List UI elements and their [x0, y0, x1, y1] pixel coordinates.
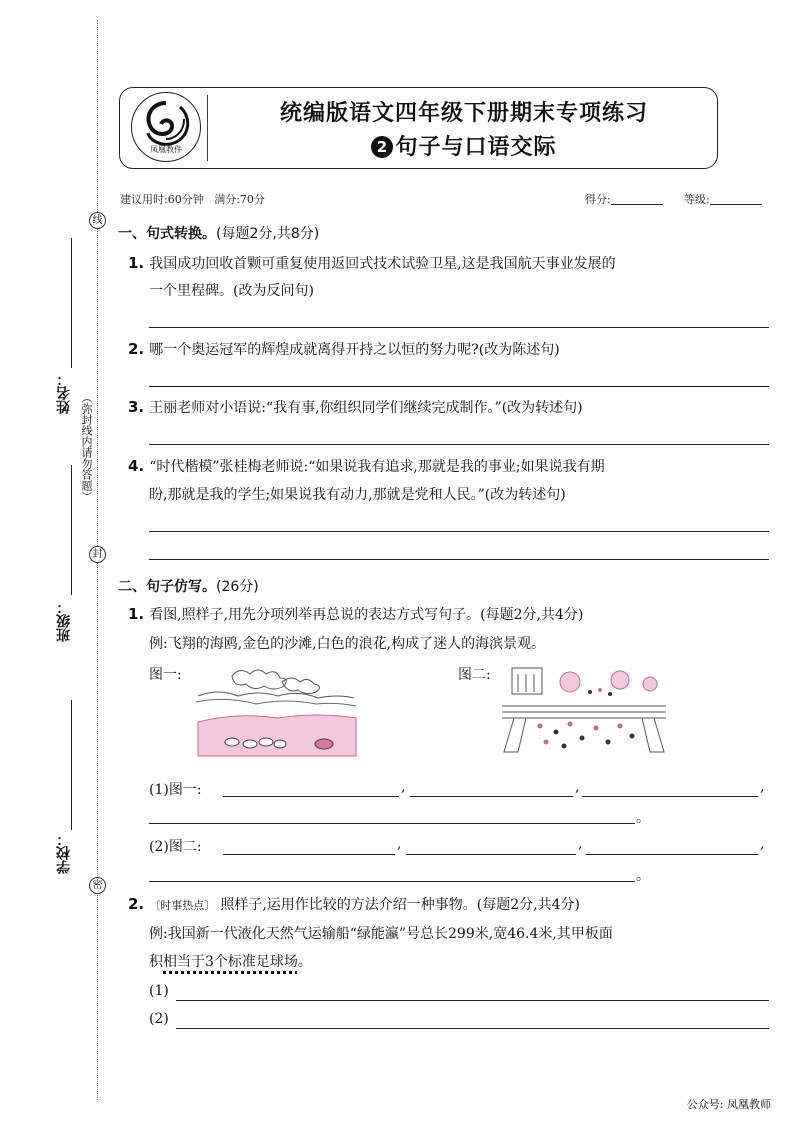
s2-q2-example-b3: 。 [297, 954, 312, 970]
s2-q2-b2-label: (2) [149, 1011, 169, 1027]
s1-q2 [128, 339, 560, 359]
s1-q4-number: 4. [128, 457, 145, 475]
s1-q1-number: 1. [128, 254, 145, 272]
seal-mark-top: 线 [89, 212, 106, 229]
s1-q4-line2: 盼,那就是我的学生;如果说我有动力,那就是党和人民。”(改为转述句) [149, 487, 566, 503]
s1-q3-answer-line[interactable] [149, 444, 769, 445]
s2-q1-a2-blank-4[interactable] [149, 881, 635, 882]
s2-q2-b1-answer-line[interactable] [176, 1000, 769, 1001]
s2-q2-number: 2. [128, 895, 145, 913]
page-title: 统编版语文四年级下册期末专项练习 [279, 101, 648, 126]
s1-q4-line1: “时代楷模”张桂梅老师说:“如果说我有追求,那就是我的事业;如果说我有期 [149, 459, 605, 475]
class-field-line[interactable] [71, 465, 72, 595]
comma: , [578, 836, 583, 852]
figure1-grassland-image [192, 662, 360, 760]
s2-q1-a2-label: (2)图二: [149, 839, 202, 855]
s1-q4-answer-line-2[interactable] [149, 559, 769, 560]
section1-heading [118, 223, 319, 243]
s2-q1-example: 例:飞翔的海鸥,金色的沙滩,白色的浪花,构成了迷人的海滨景观。 [149, 636, 546, 652]
subtitle-text: 句子与口语交际 [395, 135, 557, 160]
s2-q2-b1-label: (1) [149, 983, 169, 999]
section2-title: 二、句子仿写。 [118, 579, 216, 595]
s2-q1-a1-blank-1[interactable] [223, 796, 399, 797]
figure2-sports-field-image [500, 662, 668, 760]
s2-q2-example-b1: 积 [149, 954, 163, 970]
period: 。 [636, 810, 650, 826]
s1-q3-number: 3. [128, 398, 145, 416]
full-score: 满分:70分 [214, 193, 265, 206]
s1-q3 [128, 397, 583, 417]
comma: , [401, 779, 406, 795]
comma: , [575, 779, 580, 795]
s1-q1-line2: 一个里程碑。(改为反问句) [149, 283, 314, 299]
s1-q2-text: 哪一个奥运冠军的辉煌成就离得开持之以恒的努力呢?(改为陈述句) [149, 342, 560, 358]
s2-q1-a1-blank-4[interactable] [149, 823, 635, 824]
grade-input[interactable] [710, 204, 762, 205]
grade-field [684, 191, 762, 207]
seal-mark-mid: 封 [89, 546, 106, 563]
page-subtitle [212, 130, 716, 161]
s2-q1-a1-blank-3[interactable] [582, 796, 758, 797]
s2-q2-b2-answer-line[interactable] [176, 1028, 769, 1029]
s2-q2-example-line1: 例:我国新一代液化天然气运输船“绿能瀛”号总长299米,宽46.4米,其甲板面 [149, 926, 613, 942]
school-field-line[interactable] [71, 700, 72, 830]
s2-q1-a2-blank-3[interactable] [586, 854, 758, 855]
s2-q2-example-emphasis: 相当于3个标准足球场 [163, 954, 298, 970]
score-field [585, 191, 663, 207]
s1-q2-answer-line[interactable] [149, 386, 769, 387]
s1-q1 [128, 253, 616, 273]
s2-q1-a1-label: (1)图一: [149, 782, 202, 798]
s2-q1-number: 1. [128, 605, 145, 623]
logo [131, 92, 201, 162]
s1-q4 [128, 456, 605, 476]
time-info [120, 191, 265, 207]
s2-q1-a2-blank-1[interactable] [223, 854, 395, 855]
name-label: 姓名： [56, 372, 72, 414]
s2-q1-text: 看图,照样子,用先分项列举再总说的表达方式写句子。(每题2分,共4分) [149, 607, 584, 623]
score-input[interactable] [611, 204, 663, 205]
section1-title: 一、句式转换。 [118, 226, 216, 242]
s1-q1-line1: 我国成功回收首颗可重复使用返回式技术试验卫星,这是我国航天事业发展的 [149, 256, 616, 272]
seal-mark-bottom: 密 [89, 877, 106, 894]
school-label: 学校： [56, 832, 72, 874]
header-divider [207, 95, 208, 161]
s2-q2-text: 照样子,运用作比较的方法介绍一种事物。(每题2分,共4分) [220, 897, 580, 913]
score-label: 得分: [585, 193, 611, 206]
logo-text: 凤凰教件 [150, 145, 182, 154]
period: 。 [636, 868, 650, 884]
grade-label: 等级: [684, 193, 710, 206]
class-label: 班级： [56, 600, 72, 642]
suggested-time: 建议用时:60分钟 [120, 193, 204, 206]
s1-q2-number: 2. [128, 340, 145, 358]
s2-q1 [128, 604, 583, 624]
name-field-line[interactable] [71, 238, 72, 368]
sealed-area-note: （弥封线内请勿答题） [80, 392, 93, 502]
s2-q2 [128, 894, 580, 914]
figure1-label: 图一: [149, 667, 182, 683]
section1-points: (每题2分,共8分) [216, 226, 320, 242]
comma: , [397, 836, 402, 852]
s2-q1-a1-blank-2[interactable] [410, 796, 573, 797]
s2-q2-example-line2 [149, 951, 312, 971]
s1-q3-text: 王丽老师对小语说:“我有事,你组织同学们继续完成制作。”(改为转述句) [149, 400, 583, 416]
comma: , [760, 836, 765, 852]
section2-points: (26分) [216, 579, 259, 595]
section2-heading [118, 576, 259, 596]
s1-q1-answer-line[interactable] [149, 327, 769, 328]
subtitle-number-badge: 2 [371, 136, 393, 158]
s2-q1-a2-blank-2[interactable] [406, 854, 576, 855]
s1-q4-answer-line-1[interactable] [149, 531, 769, 532]
figure2-label: 图二: [458, 667, 491, 683]
footer-account: 公众号: 凤凰教师 [686, 1098, 771, 1111]
comma: , [760, 779, 765, 795]
s2-q2-tag: 〔时事热点〕 [149, 899, 216, 912]
